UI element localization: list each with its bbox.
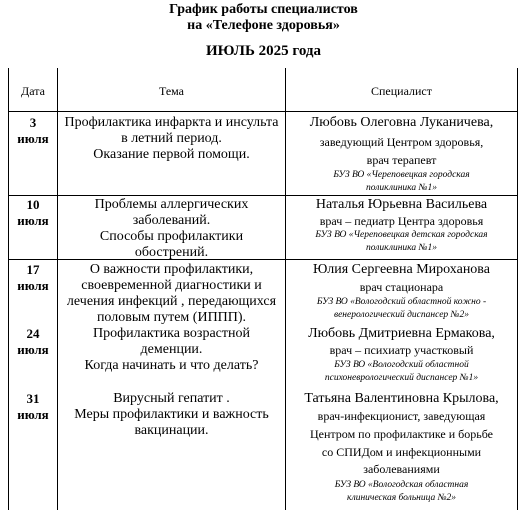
document-subtitle: на «Телефоне здоровья» <box>187 18 340 33</box>
column-header-date: Дата <box>21 84 45 98</box>
specialist-role: заведующий Центром здоровья, <box>319 135 484 149</box>
row-topic: Проблемы аллергических заболеваний. Способы профилактики обострений. <box>94 197 249 260</box>
header-bottom-rule <box>8 111 518 112</box>
specialist-name: Любовь Олеговна Луканичева, <box>309 115 494 130</box>
specialist-organization: БУЗ ВО «Череповецкая детская городская <box>315 230 488 240</box>
column-header-specialist: Специалист <box>370 84 432 98</box>
specialist-name: Татьяна Валентиновна Крылова, <box>304 391 499 406</box>
specialist-role: врач – психиатр участковый <box>329 343 474 357</box>
row-specialist: Любовь Дмитриевна Ермакова, врач – психиатр участковый БУЗ ВО «Вологодский областной психоневрологический диспансер №1» <box>286 326 517 385</box>
specialist-organization: БУЗ ВО «Вологодский областной <box>334 360 469 370</box>
row-date: 17 июля <box>17 262 49 293</box>
row-date: 31 июля <box>17 391 49 422</box>
row-specialist: Наталья Юрьевна Васильева врач – педиатр Центра здоровья БУЗ ВО «Череповецкая детская городская поликлиника №1» <box>286 197 517 255</box>
specialist-organization: БУЗ ВО «Вологодская областная <box>334 480 469 490</box>
row-date: 24 июля <box>17 326 49 357</box>
column-header-topic: Тема <box>158 84 185 98</box>
row-date: 10 июля <box>17 197 49 228</box>
row-topic: О важности профилактики, своевременной диагностики и лечения инфекций , передающихся половым путем (ИППП). <box>66 262 277 325</box>
specialist-organization: БУЗ ВО «Вологодский областной кожно - <box>316 297 487 307</box>
row-topic: Профилактика инфаркта и инсульта в летний период. Оказание первой помощи. <box>64 115 279 162</box>
document-title: График работы специалистов <box>169 2 358 17</box>
schedule-month: ИЮЛЬ 2025 года <box>206 43 321 59</box>
row-date: 3 июля <box>17 115 49 146</box>
row-topic: Вирусный гепатит . Меры профилактики и важность вакцинации. <box>74 391 269 438</box>
specialist-name: Любовь Дмитриевна Ермакова, <box>308 326 495 341</box>
specialist-role: врач стационара <box>359 280 444 294</box>
row-divider-1 <box>8 195 518 196</box>
specialist-name: Юлия Сергеевна Мироханова <box>313 262 490 277</box>
specialist-name: Наталья Юрьевна Васильева <box>315 197 488 212</box>
row-specialist: Татьяна Валентиновна Крылова, врач-инфекционист, заведующая Центром по профилактике и борьбе со СПИДом и инфекционными заболеваниями БУЗ ВО «Вологодская областная клиническая больница №2» <box>286 391 517 505</box>
row-specialist: Юлия Сергеевна Мироханова врач стационара БУЗ ВО «Вологодский областной кожно - венерологический диспансер №2» <box>286 262 517 322</box>
table-border-right <box>517 68 518 510</box>
specialist-role: врач – педиатр Центра здоровья <box>319 214 484 228</box>
row-specialist: Любовь Олеговна Луканичева, заведующий Центром здоровья, врач терапевт БУЗ ВО «Череповецкая городская поликлиника №1» <box>286 115 517 195</box>
specialist-role: врач-инфекционист, заведующая <box>317 409 486 423</box>
row-topic: Профилактика возрастной деменции. Когда начинать и что делать? <box>84 326 259 373</box>
specialist-organization: БУЗ ВО «Череповецкая городская <box>333 170 470 180</box>
